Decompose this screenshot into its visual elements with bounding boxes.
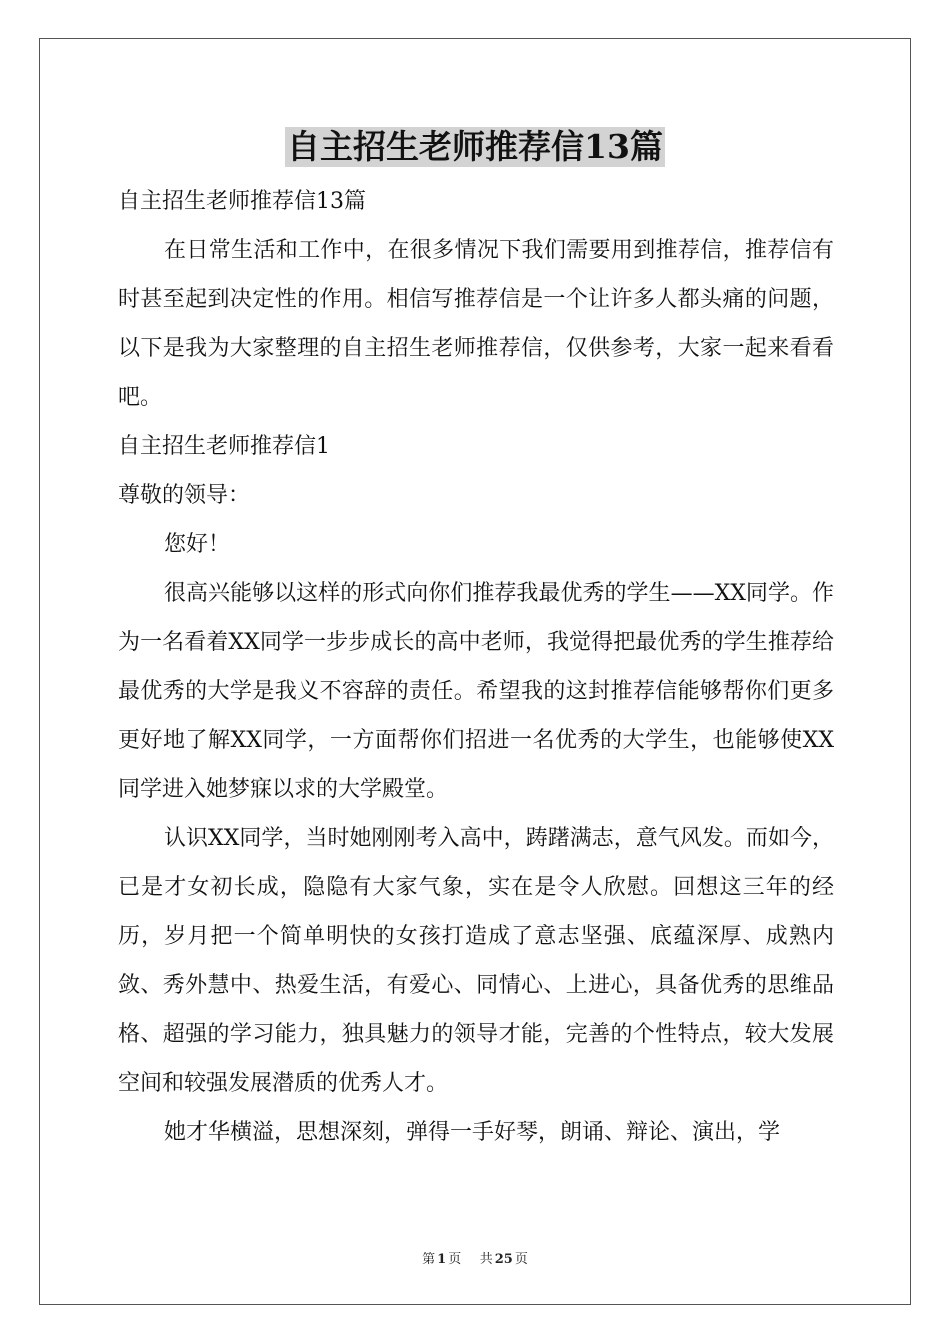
title-container — [0, 127, 950, 167]
document-title: 自主招生老师推荐信13篇 — [287, 127, 663, 166]
total-pages: 25 — [494, 1252, 513, 1267]
page-prefix: 第 — [422, 1252, 436, 1267]
total-suffix: 页 — [514, 1252, 528, 1267]
body-paragraph: 认识XX同学，当时她刚刚考入高中，踌躇满志，意气风发。而如今，已是才女初长成，隐隐有大家气象，实在是令人欣慰。回想这三年的经历，岁月把一个简单明快的女孩打造成了意志坚强、底蕴深厚、成熟内敛、秀外慧中、热爱生活，有爱心、同情心、上进心，具备优秀的思维品格、超强的学习能力，独具魅力的领导才能，完善的个性特点，较大发展空间和较强发展潜质的优秀人才。 — [118, 826, 834, 1096]
document-body — [118, 177, 834, 1157]
intro-paragraph: 在日常生活和工作中，在很多情况下我们需要用到推荐信，推荐信有时甚至起到决定性的作用。相信写推荐信是一个让许多人都头痛的问题，以下是我为大家整理的自主招生老师推荐信，仅供参考，大家一起来看看吧。 — [118, 238, 834, 410]
body-paragraph: 很高兴能够以这样的形式向你们推荐我最优秀的学生——XX同学。作为一名看着XX同学一步步成长的高中老师，我觉得把最优秀的学生推荐给最优秀的大学是我义不容辞的责任。希望我的这封推荐信能够帮你们更多更好地了解XX同学，一方面帮你们招进一名优秀的大学生，也能够使XX同学进入她梦寐以求的大学殿堂。 — [118, 581, 834, 802]
total-prefix: 共 — [479, 1252, 493, 1267]
page-suffix: 页 — [448, 1252, 462, 1267]
section-heading: 自主招生老师推荐信1 — [118, 434, 330, 459]
salutation: 尊敬的领导： — [118, 483, 251, 508]
page-footer — [0, 1248, 950, 1267]
greeting: 您好！ — [164, 532, 231, 557]
document-subtitle: 自主招生老师推荐信13篇 — [118, 189, 366, 214]
page-number: 1 — [437, 1252, 447, 1267]
body-paragraph: 她才华横溢，思想深刻，弹得一手好琴，朗诵、辩论、演出，学 — [164, 1120, 781, 1145]
